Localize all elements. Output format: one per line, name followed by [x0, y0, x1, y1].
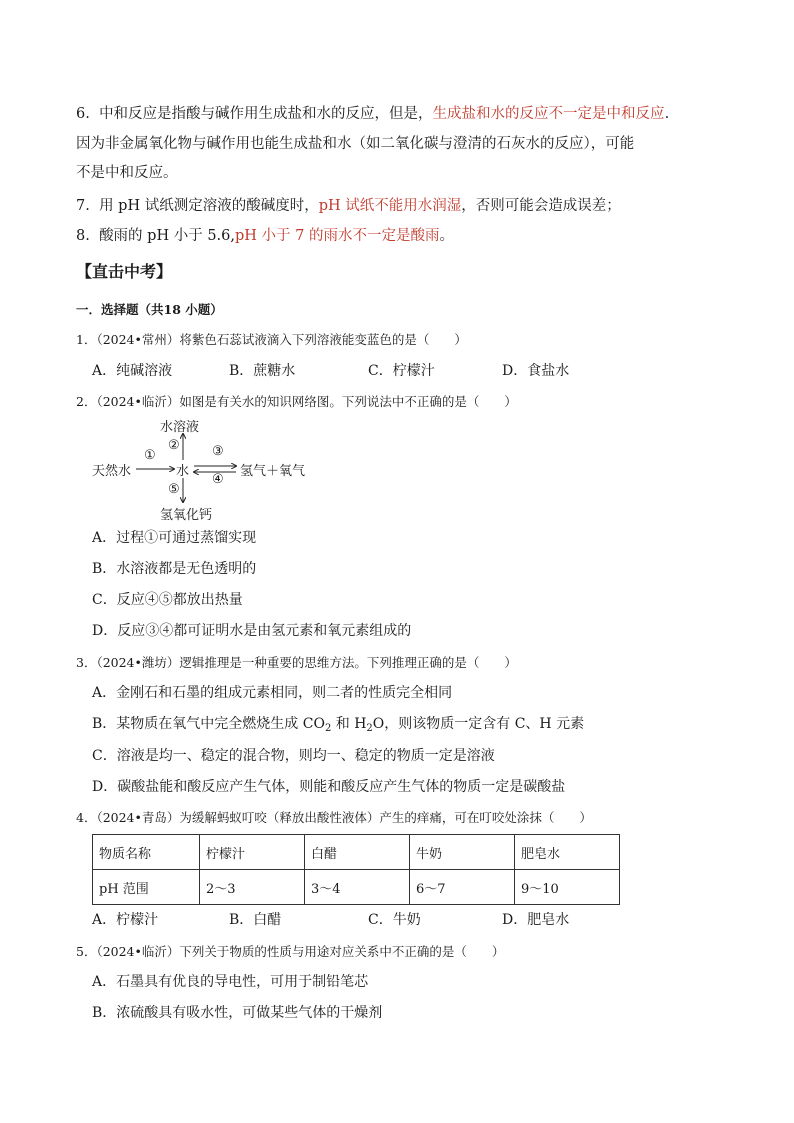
note-highlight: 生成盐和水的反应不一定是中和反应 — [432, 106, 665, 122]
option-c: C．柠檬汁 — [368, 363, 435, 379]
note-text: 用 pH 试纸测定溶液的酸碱度时， — [99, 198, 319, 214]
ph-table — [92, 834, 620, 905]
table-cell: 牛奶 — [410, 835, 515, 870]
diagram-label-caoh2: 氢氧化钙 — [160, 508, 213, 523]
question-3-option-d: D．碳酸盐能和酸反应产生气体，则能和酸反应产生气体的物质一定是碳酸盐 — [92, 779, 566, 795]
question-3-option-a: A．金刚石和石墨的组成元素相同，则二者的性质完全相同 — [92, 685, 453, 701]
question-2-option-a: A．过程①可通过蒸馏实现 — [92, 530, 257, 546]
diagram-circle-5: ⑤ — [168, 482, 180, 497]
table-cell: 物质名称 — [93, 835, 200, 870]
question-3-stem: 3．（2024•潍坊）逻辑推理是一种重要的思维方法。下列推理正确的是（ ） — [76, 655, 517, 670]
note-7 — [76, 196, 621, 216]
note-6-line2: 因为非金属氧化物与碱作用也能生成盐和水（如二氧化碳与澄清的石灰水的反应），可能 — [76, 136, 635, 152]
table-cell: 白醋 — [305, 835, 410, 870]
note-number: 7. — [76, 198, 90, 214]
note-text: . — [664, 106, 670, 122]
note-6-line1 — [76, 104, 669, 124]
diagram-label-water: 水 — [176, 464, 190, 479]
note-number: 8. — [76, 228, 90, 244]
note-text: 中和反应是指酸与碱作用生成盐和水的反应，但是， — [99, 106, 433, 122]
question-2-option-c: C．反应④⑤都放出热量 — [92, 592, 243, 608]
question-2-option-d: D．反应③④都可证明水是由氢元素和氧元素组成的 — [92, 623, 412, 639]
question-2-option-b: B．水溶液都是无色透明的 — [92, 561, 257, 577]
diagram-label-h2-o2: 氢气＋氧气 — [240, 464, 306, 479]
option-b: B．白醋 — [229, 912, 282, 928]
diagram-circle-1: ① — [144, 448, 156, 463]
note-text: 。 — [439, 228, 454, 244]
option-c: C．牛奶 — [368, 912, 421, 928]
table-cell: 肥皂水 — [515, 835, 620, 870]
question-section-title: 一．选择题（共18 小题） — [76, 302, 223, 317]
question-3-option-c: C．溶液是均一、稳定的混合物，则均一、稳定的物质一定是溶液 — [92, 748, 495, 764]
table-cell: 6～7 — [410, 870, 515, 905]
table-cell: pH 范围 — [93, 870, 200, 905]
note-6-line3: 不是中和反应。 — [76, 165, 178, 181]
diagram-circle-4: ④ — [212, 472, 224, 487]
option-b: B．蔗糖水 — [229, 363, 296, 379]
question-4-stem: 4．（2024•青岛）为缓解蚂蚁叮咬（释放出酸性液体）产生的痒痛，可在叮咬处涂抹（ ） — [76, 810, 592, 825]
question-2-stem: 2．（2024•临沂）如图是有关水的知识网络图。下列说法中不正确的是（ ） — [76, 394, 517, 409]
section-heading: 【直击中考】 — [76, 262, 173, 281]
table-cell: 3～4 — [305, 870, 410, 905]
diagram-label-natural-water: 天然水 — [92, 464, 132, 479]
question-5-option-b: B．浓硫酸具有吸水性，可做某些气体的干燥剂 — [92, 1005, 383, 1021]
option-a: A．纯碱溶液 — [92, 363, 173, 379]
diagram-circle-3: ③ — [212, 444, 224, 459]
table-cell: 9～10 — [515, 870, 620, 905]
question-1-stem: 1．（2024•常州）将紫色石蕊试液滴入下列溶液能变蓝色的是（ ） — [76, 332, 467, 347]
question-5-stem: 5．（2024•临沂）下列关于物质的性质与用途对应关系中不正确的是（ ） — [76, 944, 505, 959]
diagram-arrows — [90, 414, 350, 524]
note-8 — [76, 226, 454, 246]
table-cell: 2～3 — [200, 870, 305, 905]
question-5-option-a: A．石墨具有优良的导电性，可用于制铅笔芯 — [92, 974, 369, 990]
note-text: ，否则可能会造成误差； — [461, 198, 621, 214]
option-d: D．食盐水 — [502, 363, 570, 379]
note-number: 6. — [76, 106, 90, 122]
note-text: 酸雨的 pH 小于 5.6, — [99, 228, 235, 244]
table-row — [93, 835, 620, 870]
option-d: D．肥皂水 — [502, 912, 570, 928]
option-a: A．柠檬汁 — [92, 912, 159, 928]
note-highlight: pH 小于 7 的雨水不一定是酸雨 — [235, 228, 440, 244]
question-3-option-b: B．某物质在氧气中完全燃烧生成 $CO_2$ 和 $H_2O$，则该物质一定含有 C、H 元素 — [92, 716, 585, 734]
water-network-diagram — [90, 414, 350, 524]
diagram-circle-2: ② — [168, 438, 180, 453]
table-cell: 柠檬汁 — [200, 835, 305, 870]
table-row — [93, 870, 620, 905]
note-highlight: pH 试纸不能用水润湿 — [318, 198, 462, 214]
diagram-label-solution: 水溶液 — [160, 420, 200, 435]
